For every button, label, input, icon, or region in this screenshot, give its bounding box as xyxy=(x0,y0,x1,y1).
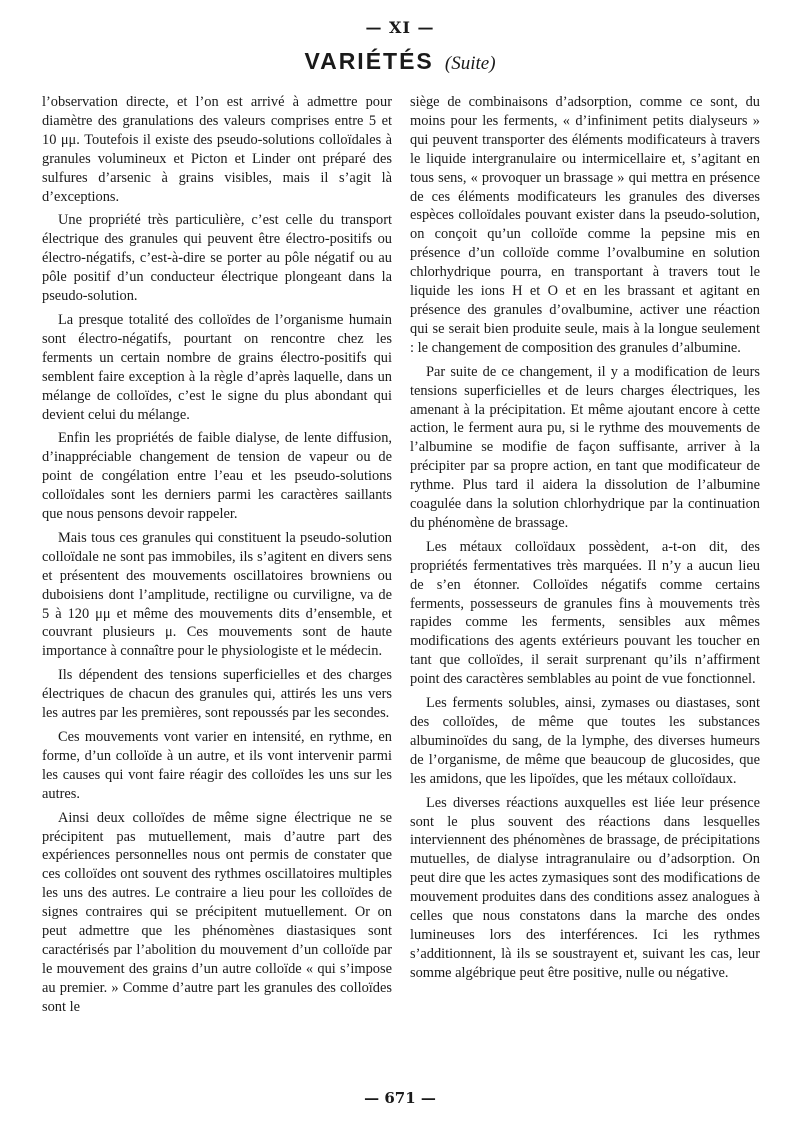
paragraph: siège de combinaisons d’adsorption, comme ce sont, du moins pour les ferments, « d’infiniment petits dialyseurs » qui peuvent transporter des éléments modificateurs à travers le liquide intergranulaire ou intermicellaire et, s’agitant en tous sens, « provoquer un brassage » qui mettra en présence de ces éléments modificateurs les granules des diverses espèces colloïdales pouvant exister dans la pseudo-solution, on conçoit qu’un colloïde comme la pepsine mis en présence d’un colloïde comme l’ovalbumine en solution chlorhydrique pourra, en transportant à travers tout le liquide les ions H et O et en les brassant et agitant en présence des granules d’ovalbumine, activer une réaction qui se serait bien produite seule, mais à la longue seulement : le changement de composition des granules d’albumine. xyxy=(410,94,760,356)
section-title xyxy=(0,48,800,75)
paragraph: Enfin les propriétés de faible dialyse, de lente diffusion, d’inappréciable changement de tension de vapeur ou de point de congélation entre l’eau et les pseudo-solutions colloïdales sont les derniers parmi les caractères saillants que nous pensons devoir rappeler. xyxy=(42,430,392,523)
right-column xyxy=(410,93,760,988)
paragraph: Une propriété très particulière, c’est celle du transport électrique des granules qui peuvent être électro-positifs ou électro-négatifs, c’est-à-dire se porter au pôle négatif ou au pôle positif d’un conducteur électrique plongeant dans la pseudo-solution. xyxy=(42,212,392,305)
paragraph: Mais tous ces granules qui constituent la pseudo-solution colloïdale ne sont pas immobiles, ils s’agitent en divers sens et présentent des mouvements oscillatoires browniens ou duboisiens dont l’amplitude, rectiligne ou curviligne, va de 5 à 120 μμ et même des mouvements dits d’ensemble, et couvrant plusieurs μ. Ces mouvements sont de haute importance à connaître pour le physiologiste et le médecin. xyxy=(42,529,392,660)
paragraph: Ces mouvements vont varier en intensité, en rythme, en forme, d’un colloïde à un autre, et ils vont intervenir parmi les causes qui vont faire réagir des colloïdes les uns sur les autres. xyxy=(42,729,392,802)
section-title-main: VARIÉTÉS xyxy=(304,48,434,74)
paragraph: Les métaux colloïdaux possèdent, a-t-on dit, des propriétés fermentatives très marquées. Il n’y a aucun lieu de s’en étonner. Colloïdes négatifs comme certains ferments, possesseurs de granules fins à mouvements très rapides comme les ferments, sensibles aux mêmes modifications des agents extérieurs pouvant les toucher en tant que colloïdes, il serait surprenant qu’ils n’affirment point des caractères semblables au point de vue fonctionnel. xyxy=(410,538,760,688)
paragraph: Ainsi deux colloïdes de même signe électrique ne se précipitent pas mutuellement, mais d’autre part des expériences personnelles nous ont permis de constater que ces colloïdes ont souvent des rythmes oscillatoires multiples les uns des autres. Le contraire a lieu pour les colloïdes de signes contraires qui se précipitent mutuellement. Or on peut admettre que les phénomènes diastasiques sont caractérisés par l’abolition du mouvement d’un colloïde par le mouvement des grains d’un autre colloïde « qui s’impose au premier. » Comme d’autre part les granules des colloïdes sont le xyxy=(42,809,392,1015)
left-column xyxy=(42,93,392,1022)
paragraph: Les ferments solubles, ainsi, zymases ou diastases, sont des colloïdes, de même que toutes les substances albuminoïdes du sang, de la lymphe, des diverses humeurs de l’organisme, de même que beaucoup de glucosides, que les amidons, que les lipoïdes, que les métaux colloïdaux. xyxy=(410,695,760,787)
paragraph: l’observation directe, et l’on est arrivé à admettre pour diamètre des granulations des valeurs comprises entre 5 et 10 μμ. Toutefois il existe des pseudo-solutions colloïdales à granules volumineux et Picton et Linder ont préparé des sulfures d’arsenic à grains visibles, mais il s’agit là d’exceptions. xyxy=(42,94,392,205)
paragraph: Ils dépendent des tensions superficielles et des charges électriques de chacun des granules qui, attirés les uns vers les autres par les premières, sont repoussés par les secondes. xyxy=(42,667,392,722)
paragraph: La presque totalité des colloïdes de l’organisme humain sont électro-négatifs, pourtant on rencontre chez les ferments un certain nombre de grains électro-positifs qui semblent faire exception à la règle d’après laquelle, dans un mélange de colloïdes, c’est le signe du plus abondant qui devient celui du mélange. xyxy=(42,311,392,423)
section-title-suite: (Suite) xyxy=(444,53,496,74)
paragraph: Par suite de ce changement, il y a modification de leurs tensions superficielles et de leurs charges électriques, les amenant à la précipitation. Et même ajoutant encore à cette action, le ferment aura pu, si le rythme des mouvements de l’albumine se modifie de façon suffisante, arriver à la précipiter par sa propre action, en tant que modificateur de rythme. Plus tard il aidera la dissolution de l’albumine coagulée dans la solution chlorhydrique par la continuation du phénomène de brassage. xyxy=(410,363,760,531)
page-number-roman: — XI — xyxy=(365,18,435,37)
paragraph: Les diverses réactions auxquelles est liée leur présence sont le plus souvent des réactions dans lesquelles interviennent des phénomènes de brassage, de précipitations mutuelles, de dialyse intragranulaire ou d’adsorption. On peut dire que les actes zymasiques sont des modifications de mouvement produites dans des conditions assez analogues à celles que nous constatons dans la marche des ondes lumineuses lors des interférences. Ici les rythmes s’additionnent, là ils se soustrayent et, suivant les cas, leur somme algébrique peut être positive, nulle ou négative. xyxy=(410,794,760,981)
page-number: — 671 — xyxy=(364,1089,436,1107)
